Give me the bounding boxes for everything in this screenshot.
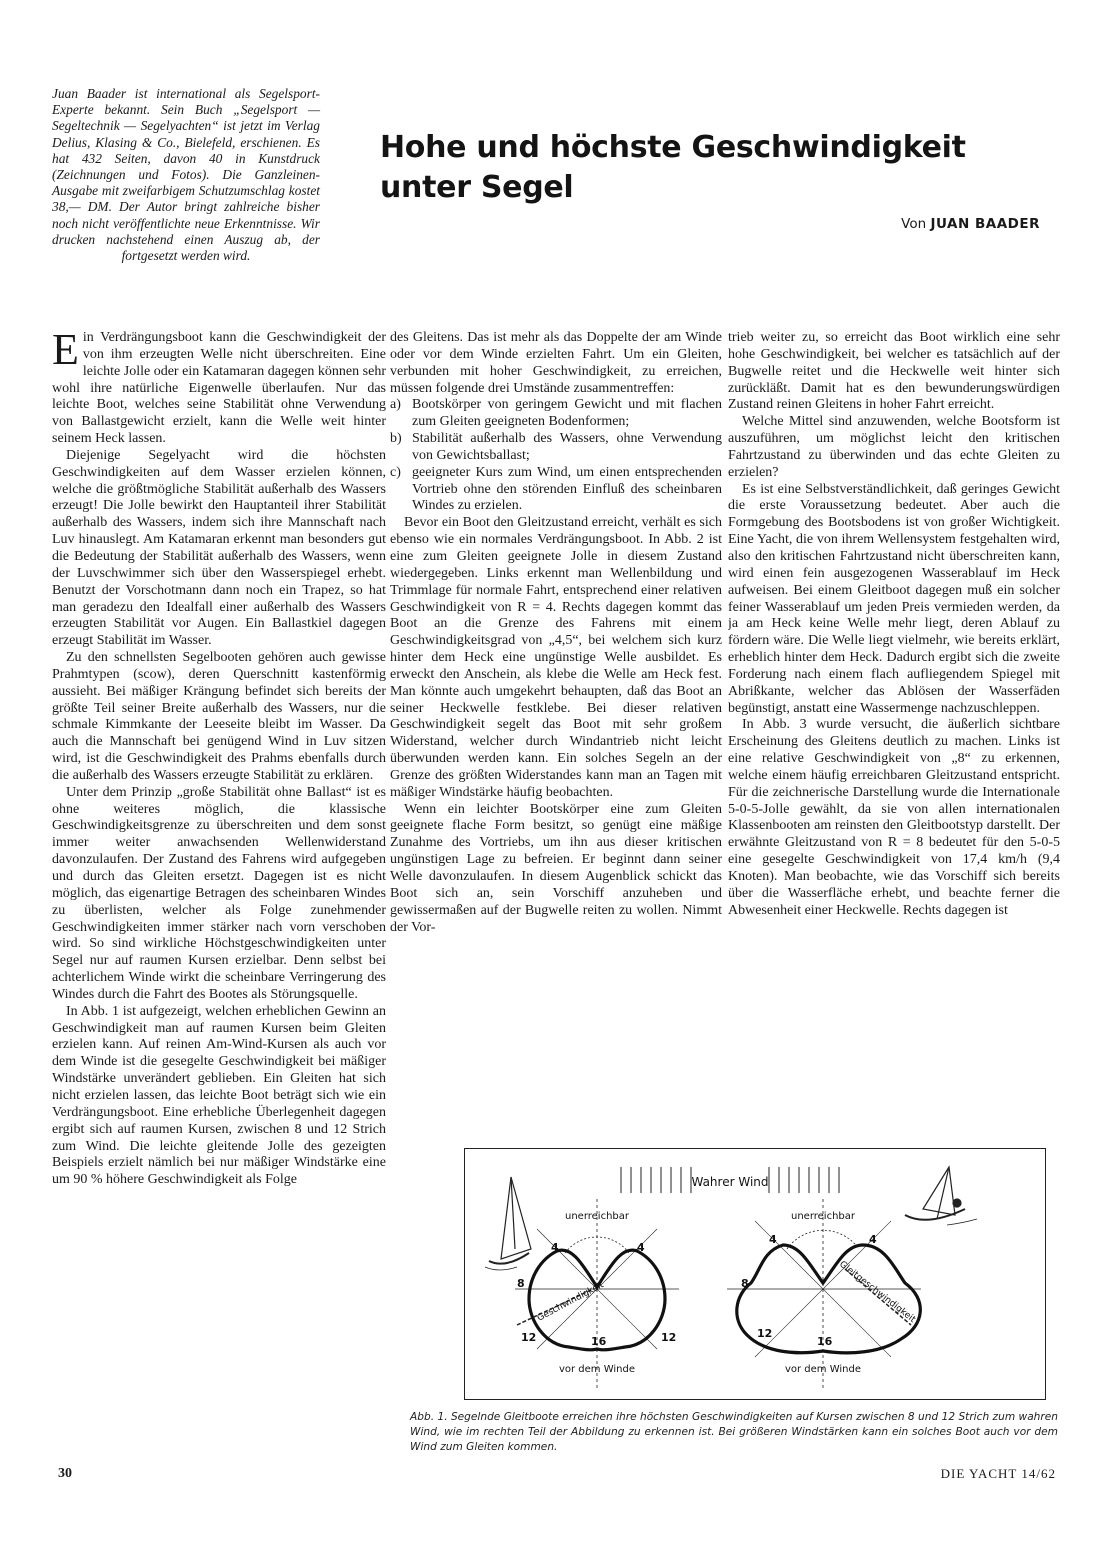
list-marker: a) — [390, 397, 401, 413]
paragraph: trieb weiter zu, so erreicht das Boot wirklich eine sehr hohe Geschwindigkeit, bei welcher es tatsächlich auf der Bugwelle reitet und die Heckwelle weit hinter sich zurückläßt. Damit hat es den bewunderungswürdigen Zustand reinen Gleitens in hoher Fahrt erreicht. — [728, 330, 1060, 413]
magazine-issue: DIE YACHT 14/62 — [940, 1466, 1056, 1481]
left-bottom-label: vor dem Winde — [558, 1364, 636, 1375]
left-unreachable-label: unerreichbar — [564, 1211, 630, 1222]
right-num-4a: 4 — [769, 1233, 777, 1246]
page-number: 30 — [58, 1466, 72, 1481]
paragraph: Es ist eine Selbstverständlichkeit, daß geringes Gewicht die erste Voraussetzung bedeutet. Aber auch die Formgebung des Bootsbodens ist von großer Wichtigkeit. Eine Yacht, die von ihrem Wellensystem festgehalten wird, also den kritischen Fahrtzustand nicht überschreiten kann, wird einen fein ausgezogenen Wasserablauf im Heck aufweisen. Bei einem Gleitboot dagegen muß ein solcher feiner Wasserablauf um jeden Preis vermieden werden, da ja am Heck keine Welle mehr liegt, deren Ablauf zu fördern wäre. Die Welle liegt vielmehr, wie bereits erklärt, erheblich hinter dem Heck. Dadurch ergibt sich die zweite Forderung nach einem flach aufliegendem Spiegel mit Abrißkante, welcher das Ablösen der Wasserfäden begünstigt, anstatt eine Wassermenge nachzuschleppen. — [728, 481, 1060, 716]
left-num-16: 16 — [591, 1335, 607, 1348]
column-1 — [52, 330, 386, 1436]
paragraph: Zu den schnellsten Segelbooten gehören auch gewisse Prahmtypen (scow), deren Querschnitt kastenförmig aussieht. Bei mäßiger Krängung befindet sich bereits der größte Teil seiner Breite außerhalb des Wassers, nur die schmale Kimmkante der Leeseite bleibt im Wasser. Da auch die Mannschaft bei genügend Wind in Luv sitzen wird, ist die Geschwindigkeit des Prahms ebenfalls durch die außerhalb des Wassers erzeugte Stabilität zu erklären. — [52, 650, 386, 783]
paragraph: In Abb. 3 wurde versucht, die äußerlich sichtbare Erscheinung des Gleitens deutlich zu machen. Links ist eine relative Geschwindigkeit von „8“ zu erkennen, welche einem häufig erreichbaren Gleitzustand entspricht. Für die zeichnerische Darstellung wurde die Internationale 5-0-5-Jolle gewählt, da sie von allen internationalen Klassenbooten am reinsten den Gleitbootstyp darstellt. Der erwähnte Gleitzustand von R = 8 bedeutet für den 5-0-5 eine gesegelte Geschwindigkeit von 17,4 km/h (9,4 Knoten). Man beobachte, wie das Vorschiff sich bereits über die Wasserfläche erhebt, und beachte ferner die Abwesenheit einer Heckwelle. Rechts dagegen ist — [728, 717, 1060, 918]
right-num-16: 16 — [817, 1335, 833, 1348]
paragraph: des Gleitens. Das ist mehr als das Doppelte der am Winde oder vor dem Winde erzielten Fahrt. Um ein Gleiten, verbunden mit hoher Geschwindigkeit, zu erreichen, müssen folgende drei Umstände zusammentreffen: — [390, 330, 722, 396]
paragraph: Wenn ein leichter Bootskörper eine zum Gleiten geeignete flache Form besitzt, so genügt eine mäßige Zunahme des Vortriebs, um ihn aus dieser kritischen ungünstigen Lage zu befreien. Er beginnt dann seiner Welle davonzulaufen. In diesem Augenblick schickt das Boot sich an, sein Vorschiff anzuheben und gewissermaßen auf der Bugwelle reiten zu wollen. Nimmt der Vor- — [390, 801, 722, 935]
left-curve-label: Geschwindigkeit — [535, 1280, 606, 1324]
intro-note: Juan Baader ist international als Segelsport-Experte bekannt. Sein Buch „Segelsport — Segeltechnik — Segelyachten“ ist jetzt im Verlag Delius, Klasing & Co., Bielefeld, erschienen. Es hat 432 Seiten, davon 40 in Kunstdruck (Zeichnungen und Fotos). Die Ganzleinen-Ausgabe mit zweifarbigem Schutzumschlag kostet 38,— DM. Der Autor bringt zahlreiche bisher noch nicht veröffentlichte neue Erkenntnisse. Wir drucken nachstehend einen Auszug ab, der fortgesetzt werden wird. — [52, 86, 320, 264]
right-num-4b: 4 — [869, 1233, 877, 1246]
paragraph: Welche Mittel sind anzuwenden, welche Bootsform ist auszuführen, um möglichst leicht den kritischen Fahrtzustand zu überwinden und das echte Gleiten zu erzielen? — [728, 414, 1060, 480]
wind-label: Wahrer Wind — [691, 1175, 769, 1189]
left-num-8: 8 — [517, 1277, 525, 1290]
paragraph: Ein Verdrängungsboot kann die Geschwindigkeit der von ihm erzeugten Welle nicht überschreiten. Eine leichte Jolle oder ein Katamaran dagegen können sehr wohl ihre natürliche Eigenwelle überlaufen. Nur das leichte Boot, welches seine Stabilität ohne Verwendung von Ballastgewicht erzielt, kann die Welle weit hinter seinem Heck lassen. — [52, 330, 386, 447]
list-item: a) Bootskörper von geringem Gewicht und mit flachen zum Gleiten geeigneten Bodenformen; — [390, 397, 722, 430]
right-num-8: 8 — [741, 1277, 749, 1290]
right-num-12: 12 — [757, 1327, 773, 1340]
left-num-4b: 4 — [637, 1241, 645, 1254]
paragraph: Unter dem Prinzip „große Stabilität ohne Ballast“ ist es ohne weiteres möglich, die klassische Geschwindigkeitsgrenze zu überschreiten und dem sonst immer weiter anwachsenden Wellenwiderstand davonzulaufen. Der Zustand des Fahrens wird aufgegeben und durch das Gleiten ersetzt. Dagegen ist es nicht möglich, das eigenartige Betragen des scheinbaren Windes zu überlisten, welcher als Folge zunehmender Geschwindigkeiten immer stärker nach vorn verschoben wird. So sind wirkliche Höchstgeschwindigkeiten unter Segel nur auf raumen Kursen erzielbar. Denn selbst bei achterlichem Winde wirkt die scheinbare Verringerung des Windes durch die Fahrt des Bootes als Störungsquelle. — [52, 784, 386, 1002]
sailboat-right-icon — [905, 1167, 977, 1225]
byline-prefix: Von — [901, 216, 927, 232]
polar-diagram-svg — [465, 1149, 1045, 1399]
paragraph: Bevor ein Boot den Gleitzustand erreicht, verhält es sich ebenso wie ein normales Verdrängungsboot. In Abb. 2 ist eine zum Gleiten geeignete Jolle in diesem Zustand wiedergegeben. Links erkennt man Wellenbildung und Trimmlage für normale Fahrt, entsprechend einer relativen Geschwindigkeit von R = 4. Rechts dagegen kommt das Boot an die Grenze des Fahrens mit einem Geschwindigkeitsgrad von „4,5“, bei welchem sich kurz hinter dem Heck eine ungünstige Welle ausbildet. Es erweckt den Anschein, als klebe die Welle am Heck fest. Man könnte auch umgekehrt behaupten, daß das Boot an seiner Heckwelle festklebe. Bei dieser relativen Geschwindigkeit segelt das Boot mit sehr großem Widerstand, welcher durch Windantrieb nicht leicht überwunden werden kann. Ein solches Segeln an der Grenze des größten Widerstandes kann man an Tagen mit mäßiger Windstärke häufig beobachten. — [390, 515, 722, 800]
left-num-12b: 12 — [661, 1331, 677, 1344]
article-title — [380, 128, 1060, 208]
figure-polar-diagram — [464, 1148, 1046, 1400]
list-marker: c) — [390, 464, 401, 480]
byline — [901, 216, 1040, 232]
drop-cap: E — [52, 330, 79, 374]
title-line-2: unter Segel — [380, 170, 574, 205]
byline-author: JUAN BAADER — [930, 216, 1040, 232]
left-num-12a: 12 — [521, 1331, 537, 1344]
sailboat-left-icon — [485, 1177, 531, 1270]
paragraph: Diejenige Segelyacht wird die höchsten Geschwindigkeiten auf dem Wasser erzielen können, welche die größtmögliche Stabilität außerhalb des Wassers erzeugt! Die Jolle bewirkt den Hauptanteil ihrer Stabilität außerhalb des Wassers, indem sich ihre Mannschaft nach Luv hinauslegt. Am Katamaran erkennt man besonders gut die Bedeutung der Stabilität außerhalb des Wassers, wenn der Luvschwimmer sich über den Wasserspiegel erhebt. Benutzt der Vorschotmann dann noch ein Trapez, so hat man geradezu den Idealfall einer außerhalb des Wassers erzeugten Stabilität vor Augen. Ein Ballastkiel dagegen erzeugt Stabilität im Wasser. — [52, 447, 386, 649]
left-num-4a: 4 — [551, 1241, 559, 1254]
list-item: c) geeigneter Kurs zum Wind, um einen entsprechenden Vortrieb ohne den störenden Einfluß des scheinbaren Windes zu erzielen. — [390, 464, 722, 514]
left-polar — [515, 1199, 679, 1389]
right-unreachable-label: unerreichbar — [790, 1211, 856, 1222]
condition-list — [390, 397, 722, 515]
right-curve-label: Gleitgeschwindigkeit — [837, 1259, 918, 1325]
title-line-1: Hohe und höchste Geschwindigkeit — [380, 130, 966, 165]
list-item: b) Stabilität außerhalb des Wassers, ohne Verwendung von Gewichtsballast; — [390, 431, 722, 463]
list-marker: b) — [390, 431, 402, 447]
figure-caption: Abb. 1. Segelnde Gleitboote erreichen ihre höchsten Geschwindigkeiten auf Kursen zwischen 8 und 12 Strich zum wahren Wind, wie im rechten Teil der Abbildung zu erkennen ist. Bei größeren Windstärken kann ein solches Boot auch vor dem Wind zum Gleiten kommen. — [410, 1411, 1058, 1453]
right-bottom-label: vor dem Winde — [784, 1364, 862, 1375]
paragraph: In Abb. 1 ist aufgezeigt, welchen erheblichen Gewinn an Geschwindigkeit man auf raumen Kursen beim Gleiten erzielen kann. Auf reinen Am-Wind-Kursen als auch vor dem Winde ist die gesegelte Geschwindigkeit bei mäßiger Windstärke unverändert geblieben. Ein Gleiten hat sich nicht erzielen lassen, das leichte Boot beträgt sich wie ein Verdrängungsboot. Eine erhebliche Überlegenheit dagegen ergibt sich auf raumen Kursen, zwischen 8 und 12 Strich zum Wind. Die leichte gleitende Jolle des gezeigten Beispiels erzielt nämlich bei nur mäßiger Windstärke eine um 90 % höhere Geschwindigkeit als Folge — [52, 1003, 386, 1188]
column-3 — [728, 330, 1060, 1100]
right-polar — [727, 1199, 921, 1389]
